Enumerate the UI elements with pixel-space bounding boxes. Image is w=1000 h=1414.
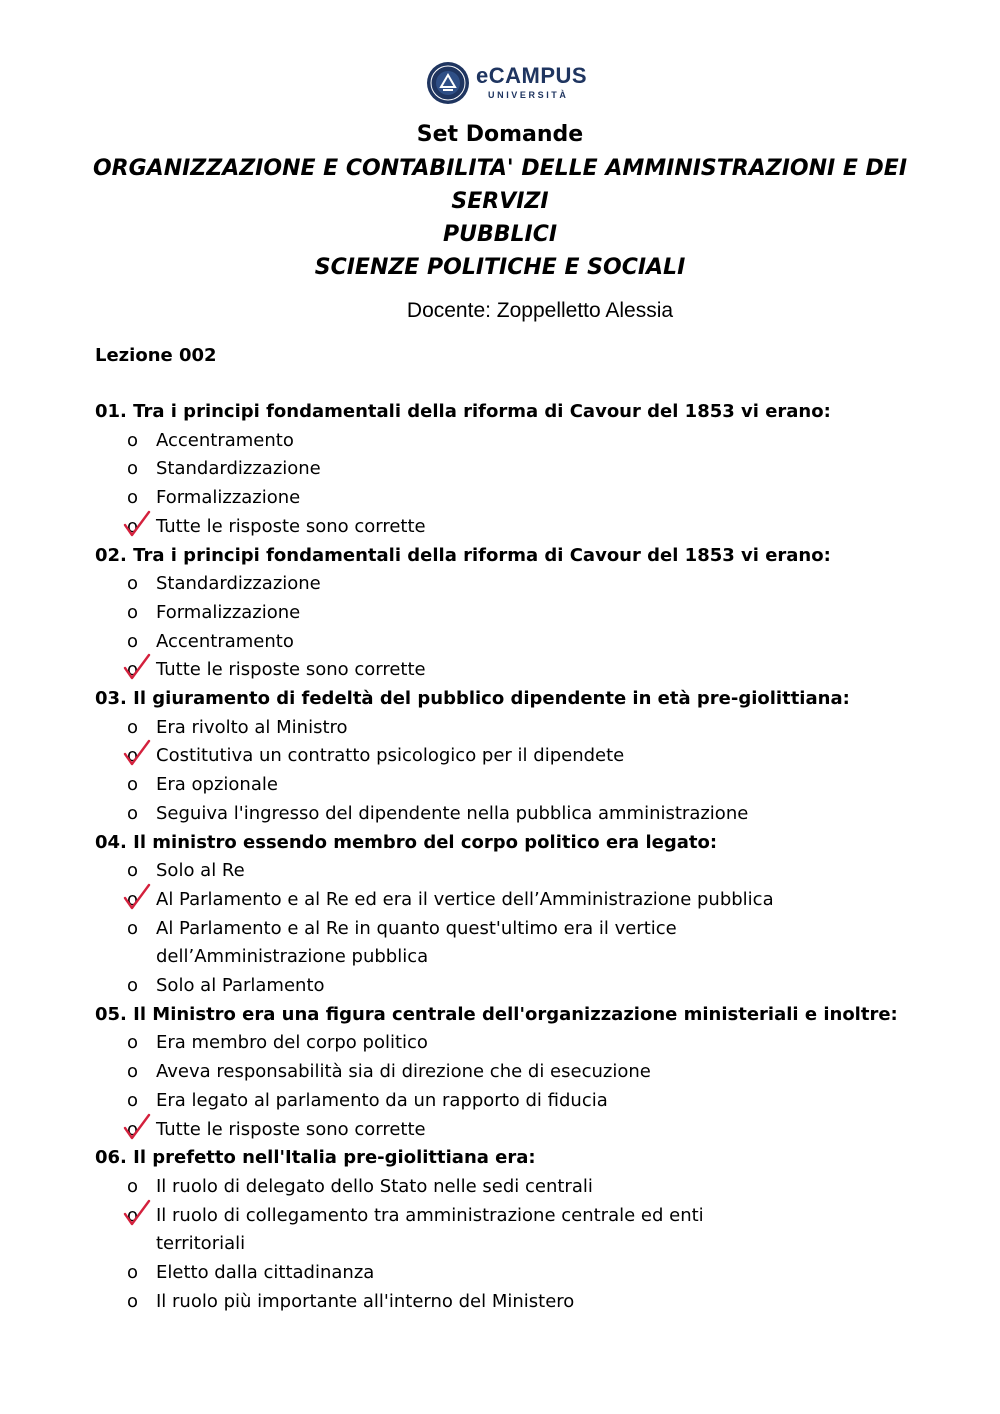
correct-checkmark-icon bbox=[122, 882, 152, 912]
option-text: Era legato al parlamento da un rapporto di fiducia bbox=[156, 1089, 608, 1111]
answer-option bbox=[95, 800, 975, 829]
option-bullet-icon: o bbox=[127, 917, 139, 939]
course-title-line-3: PUBBLICI bbox=[442, 222, 558, 247]
correct-checkmark-icon bbox=[122, 1198, 152, 1228]
question-block bbox=[95, 1001, 975, 1145]
option-text: Al Parlamento e al Re ed era il vertice dell’Amministrazione pubblica bbox=[156, 888, 774, 910]
option-bullet-icon: o bbox=[127, 1204, 139, 1226]
option-text: Accentramento bbox=[156, 630, 294, 652]
logo-subtitle: UNIVERSITÀ bbox=[488, 90, 569, 100]
question-text: 01. Tra i principi fondamentali della riforma di Cavour del 1853 vi erano: bbox=[95, 401, 831, 422]
question-text: 06. Il prefetto nell'Italia pre-giolittiana era: bbox=[95, 1147, 536, 1169]
option-bullet-icon: o bbox=[127, 487, 139, 509]
option-bullet-icon: o bbox=[127, 429, 139, 451]
option-text: Al Parlamento e al Re in quanto quest'ultimo era il vertice dell’Amministrazione pubblica bbox=[156, 917, 677, 968]
option-text: Il ruolo di collegamento tra amministrazione centrale ed enti territoriali bbox=[156, 1204, 704, 1255]
option-bullet-icon: o bbox=[127, 860, 139, 882]
option-text: Solo al Parlamento bbox=[156, 975, 325, 997]
answer-option bbox=[95, 427, 975, 456]
option-bullet-icon: o bbox=[127, 1032, 139, 1054]
option-text: Formalizzazione bbox=[156, 487, 301, 509]
option-bullet-icon: o bbox=[127, 573, 139, 595]
option-text: Seguiva l'ingresso del dipendente nella pubblica amministrazione bbox=[156, 802, 749, 824]
option-text: Standardizzazione bbox=[156, 458, 321, 480]
course-title-line-1: ORGANIZZAZIONE E CONTABILITA' DELLE AMMINISTRAZIONI E DEI bbox=[92, 156, 908, 181]
option-bullet-icon: o bbox=[127, 745, 139, 767]
answer-option bbox=[95, 513, 975, 542]
option-bullet-icon: o bbox=[127, 458, 139, 480]
question-block bbox=[95, 685, 975, 829]
answer-option bbox=[95, 1288, 975, 1317]
correct-checkmark-icon bbox=[122, 509, 152, 539]
lesson-heading: Lezione 002 bbox=[95, 345, 217, 366]
question-block bbox=[95, 398, 975, 542]
option-bullet-icon: o bbox=[127, 975, 139, 997]
answer-option bbox=[95, 570, 975, 599]
answer-option bbox=[95, 771, 975, 800]
question-block bbox=[95, 829, 975, 1001]
correct-checkmark-icon bbox=[122, 652, 152, 682]
option-text: Tutte le risposte sono corrette bbox=[156, 659, 426, 681]
correct-checkmark-icon bbox=[122, 1112, 152, 1142]
answer-option bbox=[95, 599, 975, 628]
answer-option bbox=[95, 656, 975, 685]
answer-option bbox=[95, 1087, 975, 1116]
question-text: 04. Il ministro essendo membro del corpo politico era legato: bbox=[95, 831, 718, 853]
question-text: 03. Il giuramento di fedeltà del pubblico dipendente in età pre-giolittiana: bbox=[95, 688, 850, 710]
option-text: Era rivolto al Ministro bbox=[156, 716, 348, 738]
option-bullet-icon: o bbox=[127, 1061, 139, 1083]
answer-option bbox=[95, 886, 975, 915]
title-block bbox=[60, 118, 940, 284]
answer-option bbox=[95, 484, 975, 513]
option-text: Standardizzazione bbox=[156, 573, 321, 595]
question-text: 02. Tra i principi fondamentali della riforma di Cavour del 1853 vi erano: bbox=[95, 544, 831, 566]
answer-option bbox=[95, 455, 975, 484]
answer-option bbox=[95, 1029, 975, 1058]
option-text: Il ruolo di delegato dello Stato nelle sedi centrali bbox=[156, 1175, 593, 1197]
option-bullet-icon: o bbox=[127, 802, 139, 824]
option-bullet-icon: o bbox=[127, 1175, 139, 1197]
option-bullet-icon: o bbox=[127, 1262, 139, 1284]
correct-checkmark-icon bbox=[122, 738, 152, 768]
university-seal-icon bbox=[426, 61, 470, 105]
option-bullet-icon: o bbox=[127, 630, 139, 652]
answer-option bbox=[95, 1202, 975, 1259]
answer-option bbox=[95, 857, 975, 886]
logo-wordmark: eCAMPUS bbox=[476, 63, 588, 88]
option-bullet-icon: o bbox=[127, 716, 139, 738]
question-list bbox=[95, 398, 975, 1317]
option-text: Era membro del corpo politico bbox=[156, 1032, 428, 1054]
option-bullet-icon: o bbox=[127, 659, 139, 681]
question-block bbox=[95, 542, 975, 686]
answer-option bbox=[95, 714, 975, 743]
option-bullet-icon: o bbox=[127, 1118, 139, 1140]
question-block bbox=[95, 1144, 975, 1316]
option-bullet-icon: o bbox=[127, 515, 139, 537]
teacher-name: Docente: Zoppelletto Alessia bbox=[406, 299, 674, 322]
answer-option bbox=[95, 1259, 975, 1288]
option-text: Solo al Re bbox=[156, 860, 245, 882]
question-text: 05. Il Ministro era una figura centrale dell'organizzazione ministeriali e inoltre: bbox=[95, 1003, 898, 1025]
option-text: Accentramento bbox=[156, 429, 294, 451]
answer-option bbox=[95, 742, 975, 771]
course-title-line-2: SERVIZI bbox=[451, 189, 549, 214]
answer-option bbox=[95, 972, 975, 1001]
option-bullet-icon: o bbox=[127, 601, 139, 623]
answer-option bbox=[95, 1116, 975, 1145]
option-text: Formalizzazione bbox=[156, 601, 301, 623]
option-text: Tutte le risposte sono corrette bbox=[156, 1118, 426, 1140]
answer-option bbox=[95, 1058, 975, 1087]
answer-option bbox=[95, 1173, 975, 1202]
option-bullet-icon: o bbox=[127, 1089, 139, 1111]
faculty-title: SCIENZE POLITICHE E SOCIALI bbox=[314, 255, 686, 280]
option-text: Era opzionale bbox=[156, 774, 278, 796]
answer-option bbox=[95, 628, 975, 657]
answer-option bbox=[95, 915, 975, 972]
option-text: Aveva responsabilità sia di direzione che di esecuzione bbox=[156, 1061, 651, 1083]
option-bullet-icon: o bbox=[127, 888, 139, 910]
option-text: Eletto dalla cittadinanza bbox=[156, 1262, 375, 1284]
option-bullet-icon: o bbox=[127, 1290, 139, 1312]
option-bullet-icon: o bbox=[127, 774, 139, 796]
ecampus-logo bbox=[426, 61, 591, 107]
option-text: Il ruolo più importante all'interno del Ministero bbox=[156, 1290, 575, 1312]
option-text: Costitutiva un contratto psicologico per il dipendete bbox=[156, 745, 625, 767]
set-title: Set Domande bbox=[416, 122, 584, 147]
option-text: Tutte le risposte sono corrette bbox=[156, 515, 426, 537]
